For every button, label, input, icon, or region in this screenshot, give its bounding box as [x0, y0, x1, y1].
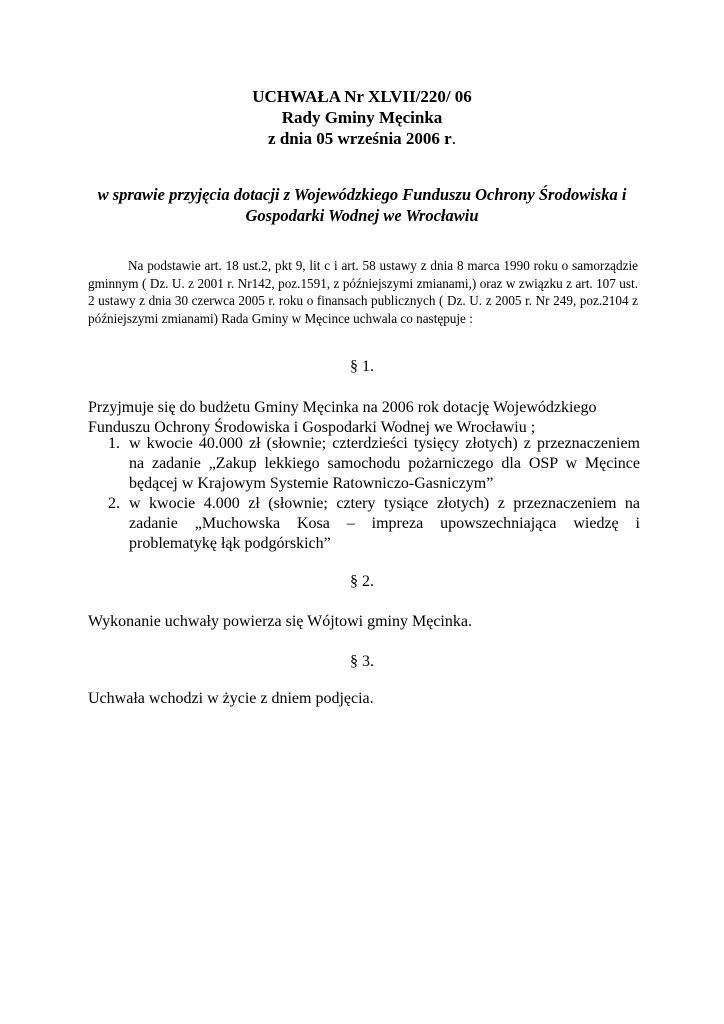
list-item-text: w kwocie 4.000 zł (słownie; cztery tysiące złotych) z przeznaczeniem na zadanie „Muchowska Kosa – impreza upowszechniająca wiedzę i problematykę łąk podgórskich” — [129, 495, 640, 552]
list-item-text: w kwocie 40.000 zł (słownie; czterdzieści tysięcy złotych) z przeznaczeniem na zadanie „Zakup lekkiego samochodu pożarniczego dla OSP w Męcince będącej w Krajowym Systemie Ratowniczo-Gasniczym” — [129, 435, 640, 492]
section-1-mark: § 1. — [350, 358, 374, 375]
section-3-text: Uchwała wchodzi w życie z dniem podjęcia. — [88, 690, 374, 707]
list-item — [88, 434, 640, 494]
list-item-number: 2. — [108, 495, 120, 512]
resolution-date-dot: . — [451, 129, 456, 148]
list-item — [88, 494, 640, 554]
council-name: Rady Gminy Męcinka — [281, 108, 443, 127]
list-item-number: 1. — [108, 435, 120, 452]
section-2-text: Wykonanie uchwały powierza się Wójtowi gminy Męcinka. — [88, 613, 472, 630]
subject-line-2: Gospodarki Wodnej we Wrocławiu — [245, 206, 479, 225]
section-1-intro — [88, 398, 644, 438]
section-3-mark: § 3. — [350, 653, 374, 670]
section-1-intro-line-1: Przyjmuje się do budżetu Gminy Męcinka na 2006 rok dotację Wojewódzkiego — [88, 399, 597, 416]
legal-basis-preamble: Na podstawie art. 18 ust.2, pkt 9, lit c i art. 58 ustawy z dnia 8 marca 1990 roku o samorządzie gminnym ( Dz. U. z 2001 r. Nr142, poz.1591, z późniejszymi zmianami,) oraz w związku z art. 107 ust. 2 ustawy z dnia 30 czerwca 2005 r. roku o finansach publicznych ( Dz. U. z 2005 r. Nr 249, poz.2104 z późniejszymi zmianami) Rada Gminy w Męcince uchwala co następuje : — [88, 258, 638, 326]
section-2-mark: § 2. — [350, 573, 374, 590]
resolution-number: UCHWAŁA Nr XLVII/220/ 06 — [252, 87, 472, 106]
section-1-intro-line-2: Funduszu Ochrony Środowiska i Gospodarki Wodnej we Wrocławiu ; — [88, 419, 536, 436]
resolution-date — [0, 128, 724, 149]
grant-list — [88, 434, 640, 554]
resolution-header — [0, 86, 724, 149]
subject-line-1: w sprawie przyjęcia dotacji z Wojewódzkiego Funduszu Ochrony Środowiska i — [97, 185, 627, 204]
resolution-subject — [70, 184, 654, 226]
resolution-date-text: z dnia 05 września 2006 r — [268, 129, 452, 148]
